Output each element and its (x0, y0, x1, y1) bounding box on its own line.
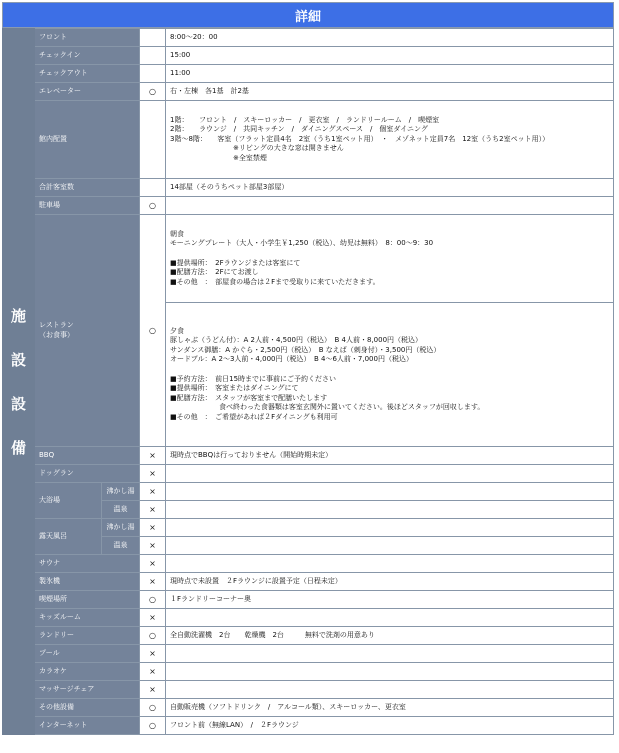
row-value-karaoke (166, 663, 614, 681)
row-label-karaoke: カラオケ (35, 663, 140, 681)
table-row (3, 573, 614, 591)
sub-label-bath-onsen: 温泉 (102, 501, 140, 519)
row-label-ice: 製氷機 (35, 573, 140, 591)
row-label-dogrun: ドッグラン (35, 465, 140, 483)
row-value-bath-heated (166, 483, 614, 501)
table-row (3, 663, 614, 681)
sub-label-bath-heated: 沸かし湯 (102, 483, 140, 501)
availability-mark: ○ (140, 83, 166, 101)
row-label-bath: 大浴場 (35, 483, 102, 519)
row-value-sauna (166, 555, 614, 573)
row-value-bath-onsen (166, 501, 614, 519)
restaurant-dinner: 夕食 豚しゃぶ（うどん付）：A 2人前・4,500円（税込） B 4人前・8,000円（税込） サンダンス御膳：A かぐら・2,500円（税込） B なえば（刺身付）・3,500円（税込） オードブル：A 2〜3人前・4,000円（税込） B 4〜6人前・7,000円（税込） ■予約方法： 前日15時までに事前にご予約ください ■提供場所： 客室またはダイニングにて ■配膳方法： スタッフが客室まで配膳いたします 食べ終わった食器類は客室玄関外に置いてください。後ほどスタッフが回収します。 ■その他 ： ご希望があれば２Fダイニングも利用可 (166, 303, 614, 447)
availability-mark (140, 29, 166, 47)
row-value-ice: 現時点で未設置 ２Fラウンジに設置予定（日程未定） (166, 573, 614, 591)
sub-label-outdoor-heated: 沸かし湯 (102, 519, 140, 537)
availability-mark: ○ (140, 197, 166, 215)
availability-mark: × (140, 645, 166, 663)
table-row (3, 717, 614, 735)
row-value-outdoor-heated (166, 519, 614, 537)
row-value-kids (166, 609, 614, 627)
row-value-elevator: 右・左棟 各1基 計2基 (166, 83, 614, 101)
row-label-layout: 館内配置 (35, 101, 140, 179)
row-value-dogrun (166, 465, 614, 483)
row-label-internet: インターネット (35, 717, 140, 735)
row-value-layout: 1階： フロント / スキーロッカー / 更衣室 / ランドリールーム / 喫煙室 2階： ラウンジ / 共同キッチン / ダイニングスペース / 個室ダイニング 3階〜8階： 客室（フラット定員4名 2室（うち1室ペット用） ・ メゾネット定員7名 12室（うち2室ペット用）） ※リビングの大きな窓は開きません ※全室禁煙 (166, 101, 614, 179)
table-row (3, 197, 614, 215)
row-value-checkin: 15:00 (166, 47, 614, 65)
availability-mark: ○ (140, 627, 166, 645)
availability-mark (140, 101, 166, 179)
availability-mark: × (140, 483, 166, 501)
page-title: 詳細 (2, 2, 614, 28)
row-label-sauna: サウナ (35, 555, 140, 573)
row-value-pool (166, 645, 614, 663)
table-row (3, 609, 614, 627)
table-row (3, 681, 614, 699)
row-label-elevator: エレベーター (35, 83, 140, 101)
row-value-front: 8:00〜20：00 (166, 29, 614, 47)
row-label-bbq: BBQ (35, 447, 140, 465)
availability-mark: × (140, 537, 166, 555)
row-value-other: 自動販売機（ソフトドリンク / アルコール類）、スキーロッカー、更衣室 (166, 699, 614, 717)
facility-table (2, 28, 614, 735)
availability-mark: × (140, 465, 166, 483)
table-row (3, 65, 614, 83)
row-label-massage: マッサージチェア (35, 681, 140, 699)
row-value-internet: フロント前（無線LAN） / ２Fラウンジ (166, 717, 614, 735)
table-row (3, 627, 614, 645)
table-row (3, 29, 614, 47)
table-row (3, 519, 614, 537)
availability-mark: × (140, 447, 166, 465)
availability-mark: × (140, 681, 166, 699)
row-value-parking (166, 197, 614, 215)
table-row (3, 447, 614, 465)
row-label-restaurant: レストラン （お食事） (35, 215, 140, 447)
row-label-kids: キッズルーム (35, 609, 140, 627)
availability-mark: × (140, 519, 166, 537)
availability-mark: × (140, 609, 166, 627)
restaurant-breakfast: 朝食 モーニングプレート（大人・小学生￥1,250（税込）、幼児は無料） 8：00〜9：30 ■提供場所： 2Fラウンジまたは客室にて ■配膳方法： 2Fにてお渡し ■その他 ： 部屋食の場合は２Fまで受取りに来ていただきます。 (166, 215, 614, 303)
availability-mark: ○ (140, 717, 166, 735)
row-label-front: フロント (35, 29, 140, 47)
table-row (3, 483, 614, 501)
availability-mark: ○ (140, 215, 166, 447)
row-label-smoking: 喫煙場所 (35, 591, 140, 609)
table-row (3, 465, 614, 483)
row-label-other: その他設備 (35, 699, 140, 717)
row-label-outdoor-bath: 露天風呂 (35, 519, 102, 555)
availability-mark (140, 47, 166, 65)
row-value-rooms: 14部屋（そのうちペット部屋3部屋） (166, 179, 614, 197)
table-row (3, 179, 614, 197)
availability-mark: ○ (140, 591, 166, 609)
row-value-checkout: 11:00 (166, 65, 614, 83)
table-row (3, 699, 614, 717)
section-label-facilities: 施 設 設 備 (3, 29, 35, 735)
availability-mark (140, 179, 166, 197)
row-value-bbq: 現時点でBBQは行っておりません（開始時期未定） (166, 447, 614, 465)
table-row (3, 555, 614, 573)
availability-mark: × (140, 573, 166, 591)
availability-mark: × (140, 663, 166, 681)
table-row (3, 591, 614, 609)
table-row (3, 215, 614, 303)
row-label-checkin: チェックイン (35, 47, 140, 65)
row-label-laundry: ランドリー (35, 627, 140, 645)
table-row (3, 47, 614, 65)
row-value-massage (166, 681, 614, 699)
row-label-rooms: 合計客室数 (35, 179, 140, 197)
row-value-smoking: １Fランドリーコーナー奥 (166, 591, 614, 609)
availability-mark: × (140, 555, 166, 573)
table-row (3, 83, 614, 101)
table-row (3, 645, 614, 663)
row-value-laundry: 全自動洗濯機 2台 乾燥機 2台 無料で洗剤の用意あり (166, 627, 614, 645)
row-label-parking: 駐車場 (35, 197, 140, 215)
availability-mark: ○ (140, 699, 166, 717)
availability-mark: × (140, 501, 166, 519)
row-label-checkout: チェックアウト (35, 65, 140, 83)
row-value-outdoor-onsen (166, 537, 614, 555)
sub-label-outdoor-onsen: 温泉 (102, 537, 140, 555)
table-row (3, 101, 614, 179)
row-label-pool: プール (35, 645, 140, 663)
availability-mark (140, 65, 166, 83)
